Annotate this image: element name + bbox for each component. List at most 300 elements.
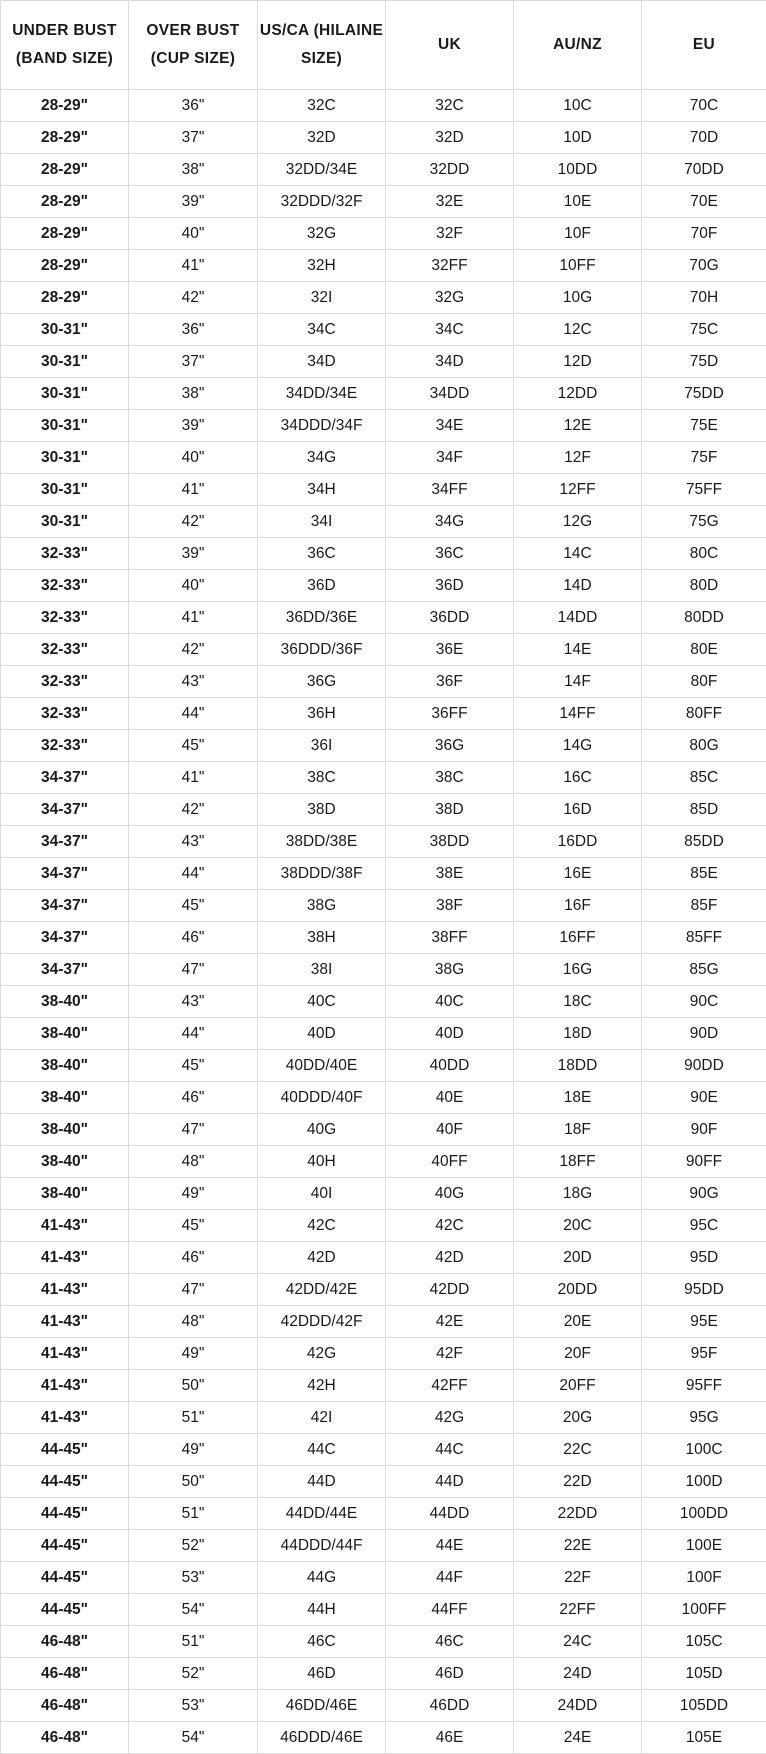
- under-bust-cell: 44-45": [1, 1466, 129, 1498]
- uk-cell: 36D: [386, 570, 514, 602]
- au-nz-cell: 22FF: [514, 1594, 642, 1626]
- over-bust-cell: 38": [129, 378, 258, 410]
- au-nz-cell: 18FF: [514, 1146, 642, 1178]
- table-row: [1, 1306, 766, 1338]
- over-bust-cell: 41": [129, 602, 258, 634]
- over-bust-cell: 54": [129, 1722, 258, 1754]
- over-bust-cell: 51": [129, 1626, 258, 1658]
- us-ca-cell: 40G: [258, 1114, 386, 1146]
- over-bust-cell: 46": [129, 1242, 258, 1274]
- us-ca-cell: 46C: [258, 1626, 386, 1658]
- under-bust-cell: 38-40": [1, 1050, 129, 1082]
- au-nz-cell: 10DD: [514, 154, 642, 186]
- us-ca-cell: 38H: [258, 922, 386, 954]
- uk-cell: 38E: [386, 858, 514, 890]
- table-row: [1, 1018, 766, 1050]
- us-ca-cell: 36D: [258, 570, 386, 602]
- us-ca-cell: 46D: [258, 1658, 386, 1690]
- uk-cell: 32DD: [386, 154, 514, 186]
- eu-cell: 70C: [642, 90, 766, 122]
- au-nz-cell: 10F: [514, 218, 642, 250]
- au-nz-cell: 20C: [514, 1210, 642, 1242]
- uk-cell: 38F: [386, 890, 514, 922]
- over-bust-cell: 47": [129, 1274, 258, 1306]
- table-row: [1, 122, 766, 154]
- table-row: [1, 634, 766, 666]
- au-nz-cell: 16E: [514, 858, 642, 890]
- header-us-ca: US/CA (HILAINE SIZE): [258, 1, 386, 90]
- au-nz-cell: 22D: [514, 1466, 642, 1498]
- uk-cell: 40E: [386, 1082, 514, 1114]
- under-bust-cell: 32-33": [1, 666, 129, 698]
- au-nz-cell: 18DD: [514, 1050, 642, 1082]
- under-bust-cell: 41-43": [1, 1242, 129, 1274]
- over-bust-cell: 41": [129, 250, 258, 282]
- over-bust-cell: 43": [129, 666, 258, 698]
- under-bust-cell: 30-31": [1, 346, 129, 378]
- us-ca-cell: 38I: [258, 954, 386, 986]
- eu-cell: 70F: [642, 218, 766, 250]
- header-uk: UK: [386, 1, 514, 90]
- uk-cell: 40FF: [386, 1146, 514, 1178]
- us-ca-cell: 36C: [258, 538, 386, 570]
- under-bust-cell: 28-29": [1, 282, 129, 314]
- eu-cell: 105D: [642, 1658, 766, 1690]
- au-nz-cell: 14DD: [514, 602, 642, 634]
- us-ca-cell: 46DD/46E: [258, 1690, 386, 1722]
- au-nz-cell: 10D: [514, 122, 642, 154]
- under-bust-cell: 30-31": [1, 378, 129, 410]
- uk-cell: 42E: [386, 1306, 514, 1338]
- us-ca-cell: 40H: [258, 1146, 386, 1178]
- under-bust-cell: 30-31": [1, 410, 129, 442]
- table-row: [1, 1210, 766, 1242]
- over-bust-cell: 44": [129, 1018, 258, 1050]
- us-ca-cell: 38D: [258, 794, 386, 826]
- table-row: [1, 154, 766, 186]
- table-row: [1, 1466, 766, 1498]
- header-under-bust: UNDER BUST (BAND SIZE): [1, 1, 129, 90]
- us-ca-cell: 34C: [258, 314, 386, 346]
- table-header: [1, 1, 766, 90]
- over-bust-cell: 43": [129, 986, 258, 1018]
- eu-cell: 95C: [642, 1210, 766, 1242]
- over-bust-cell: 37": [129, 122, 258, 154]
- uk-cell: 36C: [386, 538, 514, 570]
- table-row: [1, 826, 766, 858]
- under-bust-cell: 38-40": [1, 1082, 129, 1114]
- eu-cell: 90DD: [642, 1050, 766, 1082]
- under-bust-cell: 30-31": [1, 442, 129, 474]
- under-bust-cell: 30-31": [1, 474, 129, 506]
- table-row: [1, 1722, 766, 1754]
- over-bust-cell: 41": [129, 474, 258, 506]
- over-bust-cell: 49": [129, 1178, 258, 1210]
- under-bust-cell: 32-33": [1, 698, 129, 730]
- over-bust-cell: 44": [129, 698, 258, 730]
- table-row: [1, 954, 766, 986]
- us-ca-cell: 34DDD/34F: [258, 410, 386, 442]
- au-nz-cell: 22E: [514, 1530, 642, 1562]
- over-bust-cell: 39": [129, 186, 258, 218]
- under-bust-cell: 32-33": [1, 602, 129, 634]
- au-nz-cell: 12D: [514, 346, 642, 378]
- under-bust-cell: 44-45": [1, 1594, 129, 1626]
- eu-cell: 75DD: [642, 378, 766, 410]
- over-bust-cell: 45": [129, 730, 258, 762]
- au-nz-cell: 14G: [514, 730, 642, 762]
- uk-cell: 38C: [386, 762, 514, 794]
- eu-cell: 70D: [642, 122, 766, 154]
- au-nz-cell: 16G: [514, 954, 642, 986]
- us-ca-cell: 42C: [258, 1210, 386, 1242]
- over-bust-cell: 40": [129, 218, 258, 250]
- table-row: [1, 90, 766, 122]
- us-ca-cell: 32I: [258, 282, 386, 314]
- us-ca-cell: 38C: [258, 762, 386, 794]
- au-nz-cell: 12C: [514, 314, 642, 346]
- under-bust-cell: 46-48": [1, 1626, 129, 1658]
- us-ca-cell: 42I: [258, 1402, 386, 1434]
- under-bust-cell: 32-33": [1, 634, 129, 666]
- au-nz-cell: 10G: [514, 282, 642, 314]
- au-nz-cell: 18C: [514, 986, 642, 1018]
- eu-cell: 75D: [642, 346, 766, 378]
- us-ca-cell: 38DDD/38F: [258, 858, 386, 890]
- au-nz-cell: 12FF: [514, 474, 642, 506]
- au-nz-cell: 20D: [514, 1242, 642, 1274]
- uk-cell: 36DD: [386, 602, 514, 634]
- eu-cell: 75F: [642, 442, 766, 474]
- us-ca-cell: 34DD/34E: [258, 378, 386, 410]
- au-nz-cell: 10FF: [514, 250, 642, 282]
- table-row: [1, 506, 766, 538]
- eu-cell: 95F: [642, 1338, 766, 1370]
- table-row: [1, 570, 766, 602]
- au-nz-cell: 18E: [514, 1082, 642, 1114]
- us-ca-cell: 36H: [258, 698, 386, 730]
- au-nz-cell: 16DD: [514, 826, 642, 858]
- au-nz-cell: 22C: [514, 1434, 642, 1466]
- over-bust-cell: 38": [129, 154, 258, 186]
- eu-cell: 80DD: [642, 602, 766, 634]
- under-bust-cell: 44-45": [1, 1498, 129, 1530]
- au-nz-cell: 12F: [514, 442, 642, 474]
- table-row: [1, 1242, 766, 1274]
- under-bust-cell: 28-29": [1, 218, 129, 250]
- us-ca-cell: 40DD/40E: [258, 1050, 386, 1082]
- au-nz-cell: 24E: [514, 1722, 642, 1754]
- uk-cell: 42D: [386, 1242, 514, 1274]
- over-bust-cell: 37": [129, 346, 258, 378]
- uk-cell: 40F: [386, 1114, 514, 1146]
- table-row: [1, 218, 766, 250]
- eu-cell: 85C: [642, 762, 766, 794]
- au-nz-cell: 18D: [514, 1018, 642, 1050]
- us-ca-cell: 40I: [258, 1178, 386, 1210]
- eu-cell: 105E: [642, 1722, 766, 1754]
- header-over-bust: OVER BUST (CUP SIZE): [129, 1, 258, 90]
- us-ca-cell: 46DDD/46E: [258, 1722, 386, 1754]
- over-bust-cell: 53": [129, 1562, 258, 1594]
- us-ca-cell: 44D: [258, 1466, 386, 1498]
- under-bust-cell: 41-43": [1, 1306, 129, 1338]
- au-nz-cell: 14F: [514, 666, 642, 698]
- au-nz-cell: 16C: [514, 762, 642, 794]
- us-ca-cell: 40DDD/40F: [258, 1082, 386, 1114]
- table-row: [1, 1050, 766, 1082]
- over-bust-cell: 36": [129, 314, 258, 346]
- uk-cell: 34G: [386, 506, 514, 538]
- eu-cell: 90C: [642, 986, 766, 1018]
- uk-cell: 42FF: [386, 1370, 514, 1402]
- under-bust-cell: 41-43": [1, 1370, 129, 1402]
- under-bust-cell: 34-37": [1, 762, 129, 794]
- uk-cell: 34C: [386, 314, 514, 346]
- uk-cell: 34D: [386, 346, 514, 378]
- uk-cell: 32G: [386, 282, 514, 314]
- us-ca-cell: 32D: [258, 122, 386, 154]
- under-bust-cell: 38-40": [1, 986, 129, 1018]
- under-bust-cell: 41-43": [1, 1274, 129, 1306]
- us-ca-cell: 38G: [258, 890, 386, 922]
- us-ca-cell: 42H: [258, 1370, 386, 1402]
- table-row: [1, 1690, 766, 1722]
- au-nz-cell: 20E: [514, 1306, 642, 1338]
- over-bust-cell: 39": [129, 410, 258, 442]
- us-ca-cell: 36DDD/36F: [258, 634, 386, 666]
- au-nz-cell: 18F: [514, 1114, 642, 1146]
- au-nz-cell: 20FF: [514, 1370, 642, 1402]
- us-ca-cell: 44G: [258, 1562, 386, 1594]
- under-bust-cell: 38-40": [1, 1146, 129, 1178]
- over-bust-cell: 45": [129, 890, 258, 922]
- table-row: [1, 730, 766, 762]
- over-bust-cell: 42": [129, 282, 258, 314]
- au-nz-cell: 20DD: [514, 1274, 642, 1306]
- eu-cell: 75FF: [642, 474, 766, 506]
- au-nz-cell: 20F: [514, 1338, 642, 1370]
- uk-cell: 46E: [386, 1722, 514, 1754]
- table-row: [1, 794, 766, 826]
- eu-cell: 95FF: [642, 1370, 766, 1402]
- uk-cell: 46D: [386, 1658, 514, 1690]
- eu-cell: 90G: [642, 1178, 766, 1210]
- table-row: [1, 1562, 766, 1594]
- eu-cell: 105DD: [642, 1690, 766, 1722]
- under-bust-cell: 34-37": [1, 954, 129, 986]
- under-bust-cell: 32-33": [1, 538, 129, 570]
- over-bust-cell: 42": [129, 506, 258, 538]
- under-bust-cell: 32-33": [1, 570, 129, 602]
- under-bust-cell: 38-40": [1, 1114, 129, 1146]
- table-row: [1, 538, 766, 570]
- eu-cell: 105C: [642, 1626, 766, 1658]
- au-nz-cell: 14E: [514, 634, 642, 666]
- table-row: [1, 858, 766, 890]
- under-bust-cell: 34-37": [1, 858, 129, 890]
- uk-cell: 44FF: [386, 1594, 514, 1626]
- table-row: [1, 922, 766, 954]
- under-bust-cell: 28-29": [1, 186, 129, 218]
- table-row: [1, 1274, 766, 1306]
- us-ca-cell: 34H: [258, 474, 386, 506]
- uk-cell: 42DD: [386, 1274, 514, 1306]
- over-bust-cell: 41": [129, 762, 258, 794]
- au-nz-cell: 14C: [514, 538, 642, 570]
- eu-cell: 100E: [642, 1530, 766, 1562]
- au-nz-cell: 16D: [514, 794, 642, 826]
- us-ca-cell: 32G: [258, 218, 386, 250]
- uk-cell: 32E: [386, 186, 514, 218]
- table-row: [1, 890, 766, 922]
- under-bust-cell: 38-40": [1, 1018, 129, 1050]
- table-row: [1, 1498, 766, 1530]
- over-bust-cell: 51": [129, 1402, 258, 1434]
- under-bust-cell: 41-43": [1, 1210, 129, 1242]
- us-ca-cell: 44C: [258, 1434, 386, 1466]
- over-bust-cell: 39": [129, 538, 258, 570]
- uk-cell: 36G: [386, 730, 514, 762]
- over-bust-cell: 43": [129, 826, 258, 858]
- us-ca-cell: 44DDD/44F: [258, 1530, 386, 1562]
- under-bust-cell: 28-29": [1, 250, 129, 282]
- uk-cell: 44E: [386, 1530, 514, 1562]
- au-nz-cell: 20G: [514, 1402, 642, 1434]
- table-row: [1, 1626, 766, 1658]
- eu-cell: 80FF: [642, 698, 766, 730]
- eu-cell: 80G: [642, 730, 766, 762]
- uk-cell: 34F: [386, 442, 514, 474]
- table-row: [1, 1530, 766, 1562]
- eu-cell: 95D: [642, 1242, 766, 1274]
- us-ca-cell: 44H: [258, 1594, 386, 1626]
- uk-cell: 36E: [386, 634, 514, 666]
- over-bust-cell: 53": [129, 1690, 258, 1722]
- table-row: [1, 186, 766, 218]
- us-ca-cell: 32DDD/32F: [258, 186, 386, 218]
- au-nz-cell: 14D: [514, 570, 642, 602]
- header-au-nz: AU/NZ: [514, 1, 642, 90]
- over-bust-cell: 40": [129, 570, 258, 602]
- eu-cell: 100DD: [642, 1498, 766, 1530]
- table-body: [1, 90, 766, 1754]
- table-row: [1, 474, 766, 506]
- uk-cell: 44C: [386, 1434, 514, 1466]
- eu-cell: 85G: [642, 954, 766, 986]
- us-ca-cell: 32C: [258, 90, 386, 122]
- table-row: [1, 1402, 766, 1434]
- uk-cell: 46DD: [386, 1690, 514, 1722]
- eu-cell: 85E: [642, 858, 766, 890]
- au-nz-cell: 14FF: [514, 698, 642, 730]
- eu-cell: 100F: [642, 1562, 766, 1594]
- uk-cell: 44D: [386, 1466, 514, 1498]
- au-nz-cell: 10E: [514, 186, 642, 218]
- under-bust-cell: 34-37": [1, 794, 129, 826]
- under-bust-cell: 34-37": [1, 890, 129, 922]
- under-bust-cell: 30-31": [1, 506, 129, 538]
- uk-cell: 44F: [386, 1562, 514, 1594]
- us-ca-cell: 42D: [258, 1242, 386, 1274]
- us-ca-cell: 34I: [258, 506, 386, 538]
- uk-cell: 38DD: [386, 826, 514, 858]
- us-ca-cell: 32H: [258, 250, 386, 282]
- over-bust-cell: 45": [129, 1210, 258, 1242]
- under-bust-cell: 38-40": [1, 1178, 129, 1210]
- under-bust-cell: 46-48": [1, 1690, 129, 1722]
- eu-cell: 70H: [642, 282, 766, 314]
- table-row: [1, 1594, 766, 1626]
- under-bust-cell: 41-43": [1, 1402, 129, 1434]
- over-bust-cell: 52": [129, 1658, 258, 1690]
- eu-cell: 95E: [642, 1306, 766, 1338]
- over-bust-cell: 48": [129, 1146, 258, 1178]
- au-nz-cell: 10C: [514, 90, 642, 122]
- eu-cell: 100C: [642, 1434, 766, 1466]
- over-bust-cell: 42": [129, 634, 258, 666]
- over-bust-cell: 50": [129, 1466, 258, 1498]
- eu-cell: 95G: [642, 1402, 766, 1434]
- au-nz-cell: 12DD: [514, 378, 642, 410]
- eu-cell: 75E: [642, 410, 766, 442]
- uk-cell: 36F: [386, 666, 514, 698]
- header-eu: EU: [642, 1, 766, 90]
- us-ca-cell: 36G: [258, 666, 386, 698]
- eu-cell: 80F: [642, 666, 766, 698]
- under-bust-cell: 46-48": [1, 1722, 129, 1754]
- under-bust-cell: 34-37": [1, 922, 129, 954]
- over-bust-cell: 36": [129, 90, 258, 122]
- under-bust-cell: 32-33": [1, 730, 129, 762]
- table-row: [1, 378, 766, 410]
- eu-cell: 85F: [642, 890, 766, 922]
- under-bust-cell: 34-37": [1, 826, 129, 858]
- us-ca-cell: 42G: [258, 1338, 386, 1370]
- over-bust-cell: 48": [129, 1306, 258, 1338]
- under-bust-cell: 28-29": [1, 90, 129, 122]
- eu-cell: 80D: [642, 570, 766, 602]
- eu-cell: 100D: [642, 1466, 766, 1498]
- us-ca-cell: 42DD/42E: [258, 1274, 386, 1306]
- uk-cell: 38D: [386, 794, 514, 826]
- under-bust-cell: 44-45": [1, 1434, 129, 1466]
- us-ca-cell: 36DD/36E: [258, 602, 386, 634]
- eu-cell: 90F: [642, 1114, 766, 1146]
- us-ca-cell: 40C: [258, 986, 386, 1018]
- eu-cell: 90FF: [642, 1146, 766, 1178]
- eu-cell: 80C: [642, 538, 766, 570]
- table-row: [1, 1658, 766, 1690]
- au-nz-cell: 22DD: [514, 1498, 642, 1530]
- table-row: [1, 1370, 766, 1402]
- table-row: [1, 1178, 766, 1210]
- uk-cell: 32D: [386, 122, 514, 154]
- uk-cell: 36FF: [386, 698, 514, 730]
- over-bust-cell: 49": [129, 1338, 258, 1370]
- eu-cell: 80E: [642, 634, 766, 666]
- eu-cell: 75C: [642, 314, 766, 346]
- au-nz-cell: 24D: [514, 1658, 642, 1690]
- table-row: [1, 410, 766, 442]
- table-row: [1, 762, 766, 794]
- table-row: [1, 666, 766, 698]
- table-row: [1, 1114, 766, 1146]
- table-row: [1, 250, 766, 282]
- au-nz-cell: 18G: [514, 1178, 642, 1210]
- eu-cell: 85FF: [642, 922, 766, 954]
- us-ca-cell: 36I: [258, 730, 386, 762]
